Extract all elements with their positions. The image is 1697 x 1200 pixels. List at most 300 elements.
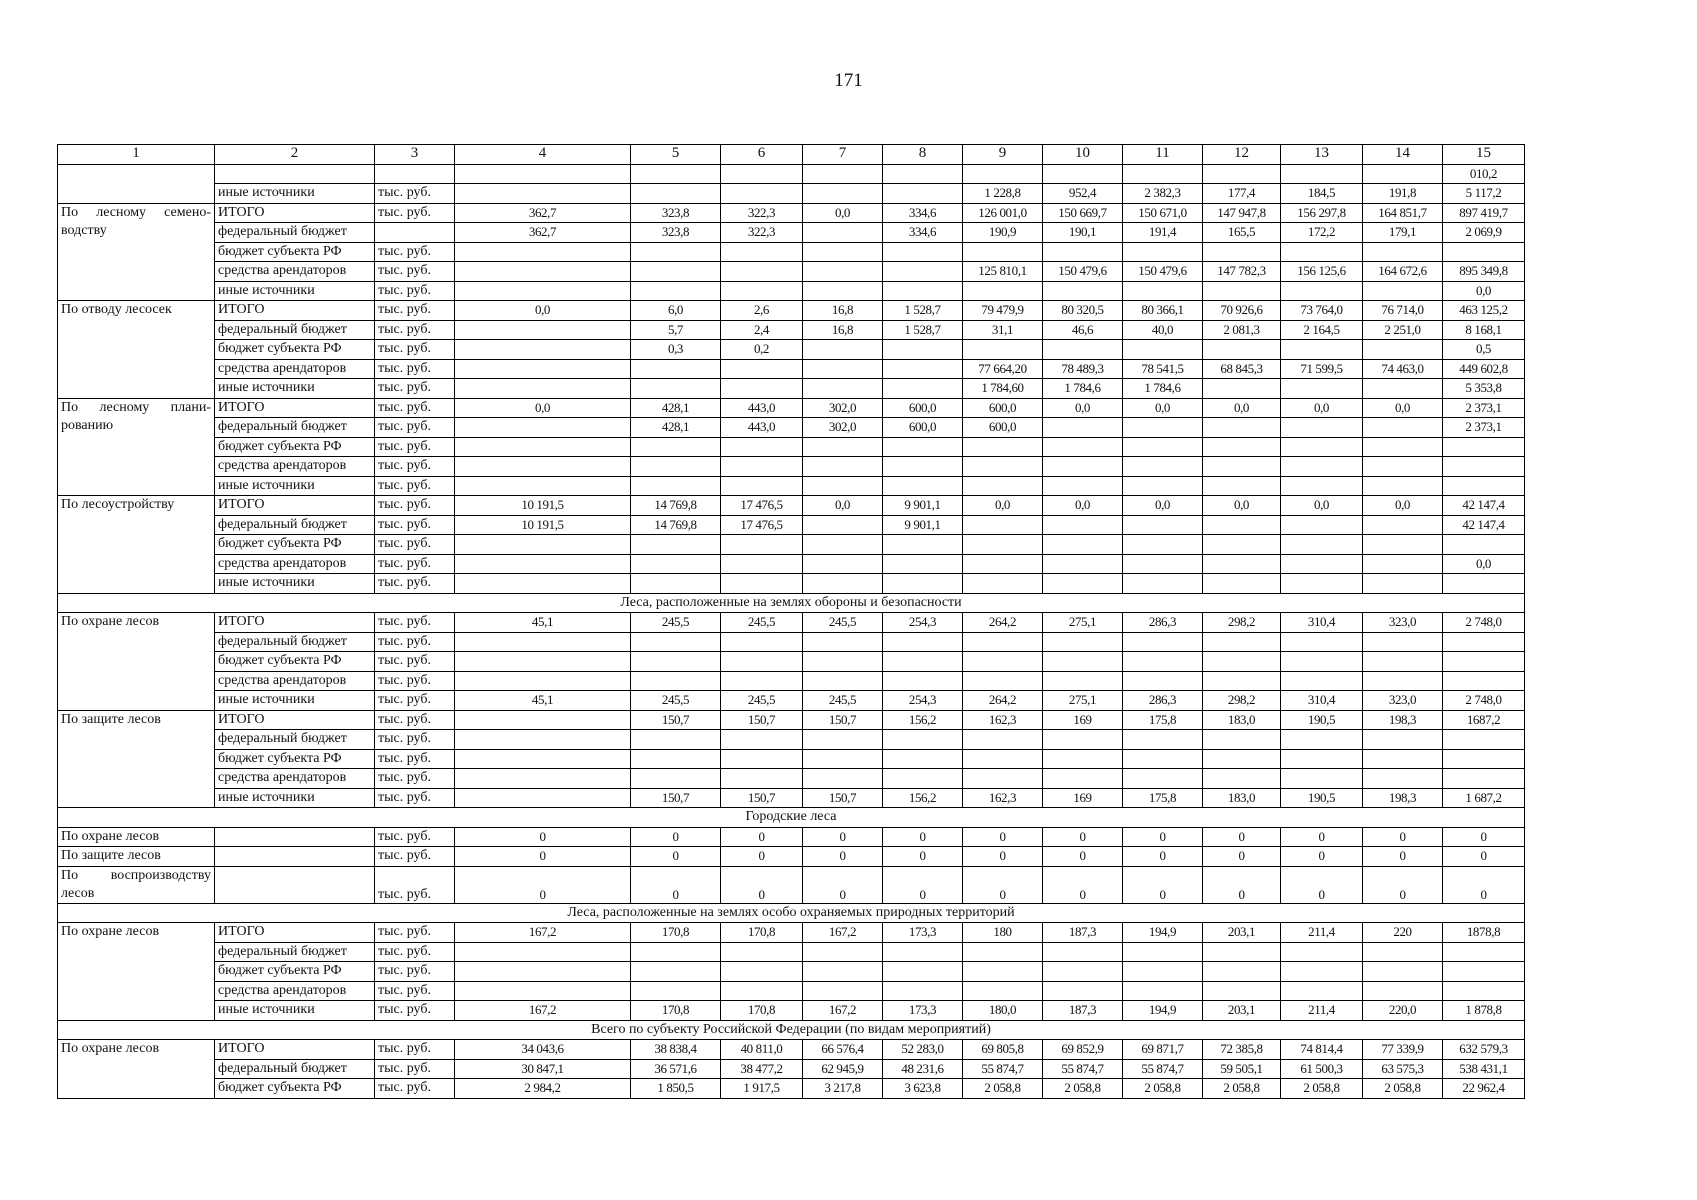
value-cell: [883, 749, 963, 769]
value-cell: [631, 554, 721, 574]
value-cell: 175,8: [1123, 788, 1203, 808]
table-row: [58, 554, 1525, 574]
value-cell: 264,2: [963, 691, 1043, 711]
value-cell: 600,0: [883, 418, 963, 438]
activity-cell: По лесному плани-рованию: [58, 398, 215, 496]
value-cell: 80 366,1: [1123, 301, 1203, 321]
value-cell: 1 784,60: [963, 379, 1043, 399]
value-cell: [1123, 164, 1203, 184]
value-cell: [803, 223, 883, 243]
table-row: [58, 613, 1525, 633]
value-cell: 167,2: [455, 1001, 631, 1021]
value-cell: [631, 749, 721, 769]
value-cell: 147 947,8: [1203, 203, 1281, 223]
value-cell: [1363, 418, 1443, 438]
table-row: [58, 962, 1525, 982]
value-cell: [803, 515, 883, 535]
value-cell: 156,2: [883, 788, 963, 808]
value-cell: 17 476,5: [721, 515, 803, 535]
value-cell: [1203, 942, 1281, 962]
value-cell: 14 769,8: [631, 515, 721, 535]
unit-cell: [375, 164, 455, 184]
value-cell: 0: [631, 866, 721, 903]
value-cell: [803, 574, 883, 594]
funding-source-cell: [215, 847, 375, 867]
value-cell: [963, 671, 1043, 691]
unit-cell: тыс. руб.: [375, 749, 455, 769]
value-cell: [883, 457, 963, 477]
value-cell: [1281, 418, 1363, 438]
value-cell: 55 874,7: [963, 1059, 1043, 1079]
table-row: [58, 437, 1525, 457]
value-cell: [1363, 379, 1443, 399]
total-value-cell: 0,0: [1443, 281, 1525, 301]
value-cell: 302,0: [803, 418, 883, 438]
total-value-cell: 449 602,8: [1443, 359, 1525, 379]
value-cell: [721, 242, 803, 262]
unit-cell: тыс. руб.: [375, 340, 455, 360]
value-cell: [721, 730, 803, 750]
value-cell: 0: [803, 827, 883, 847]
funding-source-cell: ИТОГО: [215, 923, 375, 943]
value-cell: [455, 535, 631, 555]
value-cell: [1203, 164, 1281, 184]
value-cell: 31,1: [963, 320, 1043, 340]
value-cell: [455, 379, 631, 399]
funding-source-cell: федеральный бюджет: [215, 730, 375, 750]
column-number: 3: [375, 145, 455, 165]
value-cell: [963, 476, 1043, 496]
value-cell: 48 231,6: [883, 1059, 963, 1079]
activity-cell: По лесоустройству: [58, 496, 215, 594]
table-row: [58, 710, 1525, 730]
total-value-cell: 010,2: [1443, 164, 1525, 184]
value-cell: [963, 981, 1043, 1001]
funding-source-cell: средства арендаторов: [215, 457, 375, 477]
value-cell: [803, 730, 883, 750]
total-value-cell: [1443, 242, 1525, 262]
table-row: [58, 320, 1525, 340]
value-cell: [1281, 379, 1363, 399]
value-cell: [455, 632, 631, 652]
value-cell: 322,3: [721, 223, 803, 243]
value-cell: [1281, 632, 1363, 652]
value-cell: 245,5: [803, 691, 883, 711]
activity-cell: По защите лесов: [58, 710, 215, 808]
value-cell: [1043, 476, 1123, 496]
value-cell: 5,7: [631, 320, 721, 340]
table-row: [58, 942, 1525, 962]
value-cell: [1123, 242, 1203, 262]
value-cell: [803, 164, 883, 184]
value-cell: 38 477,2: [721, 1059, 803, 1079]
value-cell: [631, 184, 721, 204]
value-cell: 180,0: [963, 1001, 1043, 1021]
value-cell: 156 125,6: [1281, 262, 1363, 282]
unit-cell: тыс. руб.: [375, 923, 455, 943]
value-cell: [803, 942, 883, 962]
value-cell: [1123, 962, 1203, 982]
value-cell: [1203, 535, 1281, 555]
value-cell: [1363, 574, 1443, 594]
value-cell: [631, 437, 721, 457]
value-cell: [1123, 554, 1203, 574]
value-cell: 334,6: [883, 223, 963, 243]
table-row: [58, 769, 1525, 789]
activity-cell: По охране лесов: [58, 1040, 215, 1099]
value-cell: 0: [963, 827, 1043, 847]
value-cell: [455, 671, 631, 691]
value-cell: [963, 437, 1043, 457]
value-cell: [1043, 652, 1123, 672]
column-number: 10: [1043, 145, 1123, 165]
value-cell: 150,7: [631, 710, 721, 730]
value-cell: [1363, 476, 1443, 496]
total-value-cell: 632 579,3: [1443, 1040, 1525, 1060]
value-cell: [1281, 574, 1363, 594]
table-row: [58, 1059, 1525, 1079]
value-cell: [1123, 730, 1203, 750]
funding-source-cell: средства арендаторов: [215, 671, 375, 691]
value-cell: 61 500,3: [1281, 1059, 1363, 1079]
value-cell: [963, 535, 1043, 555]
value-cell: 164 851,7: [1363, 203, 1443, 223]
value-cell: 150 669,7: [1043, 203, 1123, 223]
funding-source-cell: [215, 827, 375, 847]
value-cell: 10 191,5: [455, 515, 631, 535]
value-cell: 150 479,6: [1123, 262, 1203, 282]
value-cell: [1203, 671, 1281, 691]
value-cell: 150,7: [631, 788, 721, 808]
column-number: 7: [803, 145, 883, 165]
value-cell: 16,8: [803, 320, 883, 340]
value-cell: [1363, 164, 1443, 184]
value-cell: [1043, 769, 1123, 789]
total-value-cell: [1443, 962, 1525, 982]
value-cell: [1203, 515, 1281, 535]
value-cell: 167,2: [803, 1001, 883, 1021]
value-cell: 30 847,1: [455, 1059, 631, 1079]
value-cell: 0,0: [1123, 496, 1203, 516]
funding-source-cell: [215, 866, 375, 903]
value-cell: 150 479,6: [1043, 262, 1123, 282]
total-value-cell: 2 069,9: [1443, 223, 1525, 243]
table-row: [58, 730, 1525, 750]
activity-cell: По отводу лесосек: [58, 301, 215, 399]
value-cell: 0: [1043, 827, 1123, 847]
value-cell: 286,3: [1123, 613, 1203, 633]
value-cell: [803, 554, 883, 574]
unit-cell: тыс. руб.: [375, 437, 455, 457]
activity-cell: По охране лесов: [58, 613, 215, 711]
value-cell: 0,3: [631, 340, 721, 360]
value-cell: [883, 652, 963, 672]
value-cell: 190,1: [1043, 223, 1123, 243]
value-cell: 183,0: [1203, 710, 1281, 730]
value-cell: [455, 418, 631, 438]
value-cell: [1123, 652, 1203, 672]
value-cell: [803, 652, 883, 672]
value-cell: 191,4: [1123, 223, 1203, 243]
value-cell: [1281, 535, 1363, 555]
funding-source-cell: федеральный бюджет: [215, 1059, 375, 1079]
value-cell: 73 764,0: [1281, 301, 1363, 321]
value-cell: [455, 769, 631, 789]
value-cell: 69 871,7: [1123, 1040, 1203, 1060]
value-cell: 150,7: [721, 788, 803, 808]
section-header-row: [58, 593, 1525, 613]
table-row: [58, 827, 1525, 847]
column-number: 1: [58, 145, 215, 165]
total-value-cell: [1443, 730, 1525, 750]
value-cell: [1281, 164, 1363, 184]
value-cell: [1123, 671, 1203, 691]
value-cell: [455, 788, 631, 808]
table-row: [58, 574, 1525, 594]
value-cell: [455, 730, 631, 750]
value-cell: [1281, 515, 1363, 535]
value-cell: [721, 942, 803, 962]
value-cell: [721, 184, 803, 204]
value-cell: 71 599,5: [1281, 359, 1363, 379]
value-cell: 68 845,3: [1203, 359, 1281, 379]
value-cell: [883, 379, 963, 399]
funding-source-cell: бюджет субъекта РФ: [215, 749, 375, 769]
unit-cell: тыс. руб.: [375, 942, 455, 962]
value-cell: [721, 379, 803, 399]
value-cell: [1043, 418, 1123, 438]
table-row: [58, 223, 1525, 243]
value-cell: [455, 164, 631, 184]
value-cell: 2 058,8: [1123, 1079, 1203, 1099]
unit-cell: тыс. руб.: [375, 691, 455, 711]
value-cell: 0: [883, 827, 963, 847]
value-cell: 62 945,9: [803, 1059, 883, 1079]
total-value-cell: [1443, 769, 1525, 789]
value-cell: 36 571,6: [631, 1059, 721, 1079]
value-cell: [1043, 671, 1123, 691]
value-cell: 162,3: [963, 710, 1043, 730]
value-cell: 170,8: [631, 1001, 721, 1021]
total-value-cell: 5 117,2: [1443, 184, 1525, 204]
total-value-cell: [1443, 652, 1525, 672]
funding-source-cell: ИТОГО: [215, 710, 375, 730]
value-cell: 14 769,8: [631, 496, 721, 516]
value-cell: [721, 962, 803, 982]
value-cell: [1043, 730, 1123, 750]
section-header-row: [58, 808, 1525, 828]
table-row: [58, 301, 1525, 321]
value-cell: [803, 981, 883, 1001]
column-number: 9: [963, 145, 1043, 165]
value-cell: [1203, 769, 1281, 789]
value-cell: [1281, 962, 1363, 982]
table-row: [58, 671, 1525, 691]
total-value-cell: [1443, 981, 1525, 1001]
value-cell: 0: [1203, 866, 1281, 903]
value-cell: 0: [721, 866, 803, 903]
value-cell: [1203, 379, 1281, 399]
table-row: [58, 476, 1525, 496]
value-cell: 245,5: [721, 691, 803, 711]
value-cell: 245,5: [721, 613, 803, 633]
value-cell: [1363, 554, 1443, 574]
value-cell: 220,0: [1363, 1001, 1443, 1021]
value-cell: [883, 942, 963, 962]
value-cell: 245,5: [803, 613, 883, 633]
funding-source-cell: федеральный бюджет: [215, 942, 375, 962]
value-cell: 77 664,20: [963, 359, 1043, 379]
value-cell: 0,0: [1043, 496, 1123, 516]
value-cell: 74 814,4: [1281, 1040, 1363, 1060]
value-cell: 0: [455, 827, 631, 847]
value-cell: [883, 632, 963, 652]
table-row: [58, 457, 1525, 477]
value-cell: [803, 457, 883, 477]
value-cell: [883, 476, 963, 496]
value-cell: 9 901,1: [883, 515, 963, 535]
value-cell: 1 784,6: [1123, 379, 1203, 399]
value-cell: 334,6: [883, 203, 963, 223]
value-cell: 0: [883, 866, 963, 903]
value-cell: [455, 710, 631, 730]
value-cell: 187,3: [1043, 923, 1123, 943]
value-cell: 0,0: [1203, 496, 1281, 516]
value-cell: 0: [1203, 847, 1281, 867]
activity-cell: [58, 164, 215, 203]
value-cell: 180: [963, 923, 1043, 943]
value-cell: 310,4: [1281, 691, 1363, 711]
column-number: 8: [883, 145, 963, 165]
value-cell: [883, 981, 963, 1001]
value-cell: 169: [1043, 710, 1123, 730]
value-cell: 286,3: [1123, 691, 1203, 711]
value-cell: [721, 457, 803, 477]
value-cell: 254,3: [883, 691, 963, 711]
total-value-cell: 22 962,4: [1443, 1079, 1525, 1099]
value-cell: 2 164,5: [1281, 320, 1363, 340]
value-cell: 443,0: [721, 398, 803, 418]
value-cell: 0: [803, 866, 883, 903]
total-value-cell: [1443, 671, 1525, 691]
value-cell: 275,1: [1043, 613, 1123, 633]
value-cell: [803, 359, 883, 379]
value-cell: 179,1: [1363, 223, 1443, 243]
table-row: [58, 359, 1525, 379]
value-cell: 0: [1363, 827, 1443, 847]
total-value-cell: 1878,8: [1443, 923, 1525, 943]
value-cell: [1363, 671, 1443, 691]
value-cell: [1281, 652, 1363, 672]
value-cell: 0: [721, 827, 803, 847]
value-cell: 0,0: [803, 203, 883, 223]
value-cell: [883, 164, 963, 184]
value-cell: 55 874,7: [1043, 1059, 1123, 1079]
funding-source-cell: ИТОГО: [215, 398, 375, 418]
value-cell: 45,1: [455, 613, 631, 633]
value-cell: [963, 281, 1043, 301]
total-value-cell: 2 373,1: [1443, 398, 1525, 418]
funding-source-cell: федеральный бюджет: [215, 320, 375, 340]
value-cell: [803, 535, 883, 555]
value-cell: 0,0: [1123, 398, 1203, 418]
unit-cell: тыс. руб.: [375, 301, 455, 321]
value-cell: 76 714,0: [1363, 301, 1443, 321]
value-cell: [803, 281, 883, 301]
value-cell: 0: [1281, 827, 1363, 847]
table-row: [58, 496, 1525, 516]
total-value-cell: 2 748,0: [1443, 691, 1525, 711]
activity-cell: По воспроизводству лесов: [58, 866, 215, 903]
value-cell: [1363, 962, 1443, 982]
value-cell: [1281, 437, 1363, 457]
total-value-cell: 0: [1443, 827, 1525, 847]
value-cell: 220: [1363, 923, 1443, 943]
value-cell: [1043, 535, 1123, 555]
value-cell: 2 058,8: [963, 1079, 1043, 1099]
value-cell: [1123, 942, 1203, 962]
unit-cell: тыс. руб.: [375, 652, 455, 672]
value-cell: 2 984,2: [455, 1079, 631, 1099]
table-row: [58, 788, 1525, 808]
value-cell: [455, 981, 631, 1001]
value-cell: 69 852,9: [1043, 1040, 1123, 1060]
section-title: Всего по субъекту Российской Федерации (по видам мероприятий): [58, 1020, 1525, 1040]
value-cell: [1363, 769, 1443, 789]
value-cell: 2 251,0: [1363, 320, 1443, 340]
value-cell: 125 810,1: [963, 262, 1043, 282]
total-value-cell: 0,0: [1443, 554, 1525, 574]
unit-cell: тыс. руб.: [375, 203, 455, 223]
value-cell: 198,3: [1363, 788, 1443, 808]
value-cell: 165,5: [1203, 223, 1281, 243]
value-cell: 298,2: [1203, 613, 1281, 633]
value-cell: [721, 749, 803, 769]
value-cell: 172,2: [1281, 223, 1363, 243]
value-cell: 600,0: [883, 398, 963, 418]
column-number: 6: [721, 145, 803, 165]
value-cell: [631, 457, 721, 477]
value-cell: [1363, 457, 1443, 477]
value-cell: [803, 184, 883, 204]
value-cell: 38 838,4: [631, 1040, 721, 1060]
funding-source-cell: иные источники: [215, 476, 375, 496]
value-cell: 9 901,1: [883, 496, 963, 516]
value-cell: [1043, 749, 1123, 769]
value-cell: 203,1: [1203, 923, 1281, 943]
activity-cell: По охране лесов: [58, 827, 215, 847]
total-value-cell: 2 748,0: [1443, 613, 1525, 633]
column-number: 15: [1443, 145, 1525, 165]
unit-cell: тыс. руб.: [375, 730, 455, 750]
value-cell: [963, 242, 1043, 262]
total-value-cell: [1443, 749, 1525, 769]
funding-source-cell: иные источники: [215, 281, 375, 301]
value-cell: 0: [631, 847, 721, 867]
table-row: [58, 1040, 1525, 1060]
value-cell: [1123, 457, 1203, 477]
value-cell: [963, 652, 1043, 672]
value-cell: [1123, 769, 1203, 789]
unit-cell: тыс. руб.: [375, 535, 455, 555]
value-cell: 34 043,6: [455, 1040, 631, 1060]
funding-source-cell: иные источники: [215, 574, 375, 594]
value-cell: [1281, 554, 1363, 574]
value-cell: [963, 574, 1043, 594]
value-cell: [803, 379, 883, 399]
value-cell: [631, 942, 721, 962]
total-value-cell: 463 125,2: [1443, 301, 1525, 321]
